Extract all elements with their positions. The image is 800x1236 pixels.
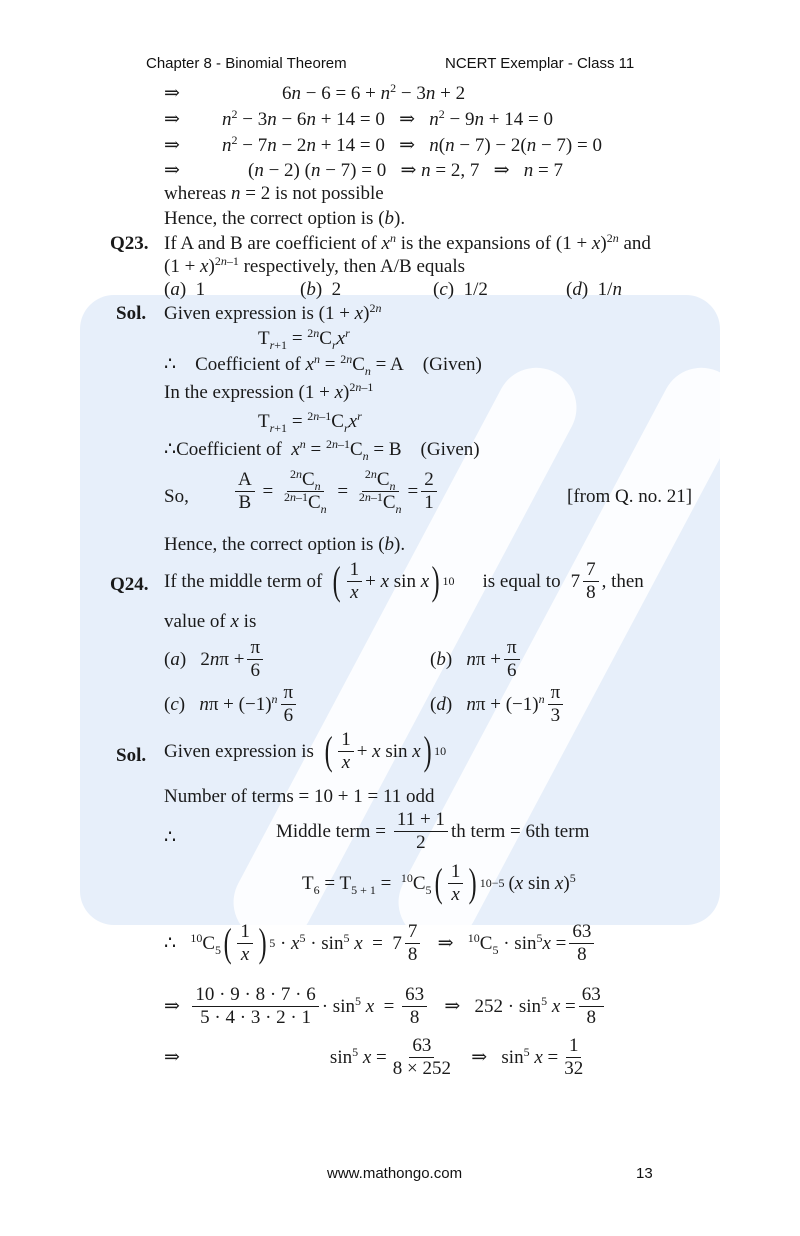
solution-line: ∴ Coefficient of $x^n = ^{2n}C_n = A$ (Given): [164, 352, 482, 378]
implies-arrow: ⇒: [164, 109, 180, 130]
series-header: NCERT Exemplar - Class 11: [445, 55, 635, 72]
question-text: value of x is: [164, 611, 257, 632]
so-label: So,: [164, 486, 189, 507]
solution-label: Sol.: [116, 745, 147, 766]
solution-line: Given expression is $(1 + x)^{2n}$: [164, 301, 382, 324]
option-b: (b) 2: [300, 279, 342, 300]
equation-line: ⇒ $\frac{10 \cdot 9 \cdot 8 \cdot 7 \cdot 6}{5 \cdot 4 \cdot 3 \cdot 2 \cdot 1}$ · $\sin^5 x$ = $\frac{63}{8}$ ⇒ $252 \cdot \sin^5 x$ = $\frac{63}{8}$: [164, 985, 607, 1028]
chapter-header: Chapter 8 - Binomial Theorem: [146, 55, 347, 72]
equation-line: ⇒ $\sin^5 x$ = $\frac{63}{8 \times 252}$ ⇒ $\sin^5 x$ = $\frac{1}{32}$: [164, 1035, 584, 1079]
option-b: (b) nπ + $\frac{\pi}{6}$: [430, 638, 523, 681]
question-text: $(1 + x)^{2n-1}$ respectively, then A/B equals: [164, 254, 465, 277]
question-text: If A and B are coefficient of $x^n$ is the expansions of $(1 + x)^{2n}$ and: [164, 231, 651, 254]
page-number: 13: [636, 1165, 653, 1182]
equation-line: $n^2 - 7n - 2n + 14 = 0$ ⇒ n(n − 7) − 2(n − 7) = 0: [222, 133, 602, 156]
general-term: $T_{r+1} = ^{2n}C_rx^r$: [258, 326, 350, 352]
middle-term-line: Middle term = $\frac{11 + 1}{2}$ th term = 6th term: [276, 809, 590, 853]
question-text: If the middle term of ( $\frac{1}{x}$ + x sin x ) 10 is equal to 7 $\frac{7}{8}$ , then: [164, 558, 644, 604]
solution-line: Number of terms = 10 + 1 = 11 odd: [164, 786, 435, 807]
solution-label: Sol.: [116, 303, 147, 324]
question-label: Q24.: [110, 574, 149, 595]
option-c: (c) $n\pi + (-1)^n$ $\frac{\pi}{6}$: [164, 683, 299, 726]
footer-website: www.mathongo.com: [327, 1165, 463, 1182]
note-line: whereas n = 2 is not possible: [164, 183, 384, 204]
solution-line: In the expression $(1 + x)^{2n-1}$: [164, 380, 374, 403]
question-label: Q23.: [110, 233, 149, 254]
option-d: (d) 1/n: [566, 279, 622, 300]
ratio-equation: $\frac{A}{B}$ = $\frac{^{2n}C_n}{^{2n-1}C_n}$ = $\frac{^{2n}C_n}{^{2n-1}C_n}$ = $\frac{2}{1}$: [232, 470, 440, 513]
solution-line: ∴Coefficient of $x^n = ^{2n-1}C_n = B$ (Given): [164, 437, 480, 463]
equation-line: $6n - 6 = 6 + n^2 - 3n + 2$: [282, 81, 466, 104]
therefore-symbol: ∴: [164, 827, 177, 848]
answer-line: Hence, the correct option is (b).: [164, 534, 406, 555]
implies-arrow: ⇒: [164, 135, 180, 156]
equation-line: $n^2 - 3n - 6n + 14 = 0$ ⇒ $n^2 - 9n + 14 = 0$: [222, 107, 553, 130]
sixth-term-line: $T_6 = T_{5 + 1} = ^{10}C_5$ ( $\frac{1}{x}$ ) 10−5 (x sin x)$^5$: [302, 860, 576, 906]
general-term: $T_{r+1} = ^{2n-1}C_rx^r$: [258, 409, 362, 435]
equation-line: (n − 2) (n − 7) = 0 ⇒ n = 2, 7 ⇒ n = 7: [248, 160, 563, 181]
implies-arrow: ⇒: [164, 160, 180, 181]
option-c: (c) 1/2: [433, 279, 488, 300]
option-d: (d) $n\pi + (-1)^n$ $\frac{\pi}{3}$: [430, 683, 566, 726]
option-a: (a) 1: [164, 279, 206, 300]
option-a: (a) 2nπ + $\frac{\pi}{6}$: [164, 638, 266, 681]
equation-line: ∴ $^{10}C_5$ ( $\frac{1}{x}$ ) 5 · $x^5 \cdot \sin^5 x = 7$ $\frac{7}{8}$ ⇒ $^{10}C_5 \cdot \sin^5x$ = $\frac{63}{8}$: [164, 922, 597, 965]
reference-note: [from Q. no. 21]: [567, 486, 693, 507]
answer-line: Hence, the correct option is (b).: [164, 208, 406, 229]
implies-arrow: ⇒: [164, 83, 180, 104]
solution-line: Given expression is ( $\frac{1}{x}$ + x sin x ) 10: [164, 728, 447, 774]
